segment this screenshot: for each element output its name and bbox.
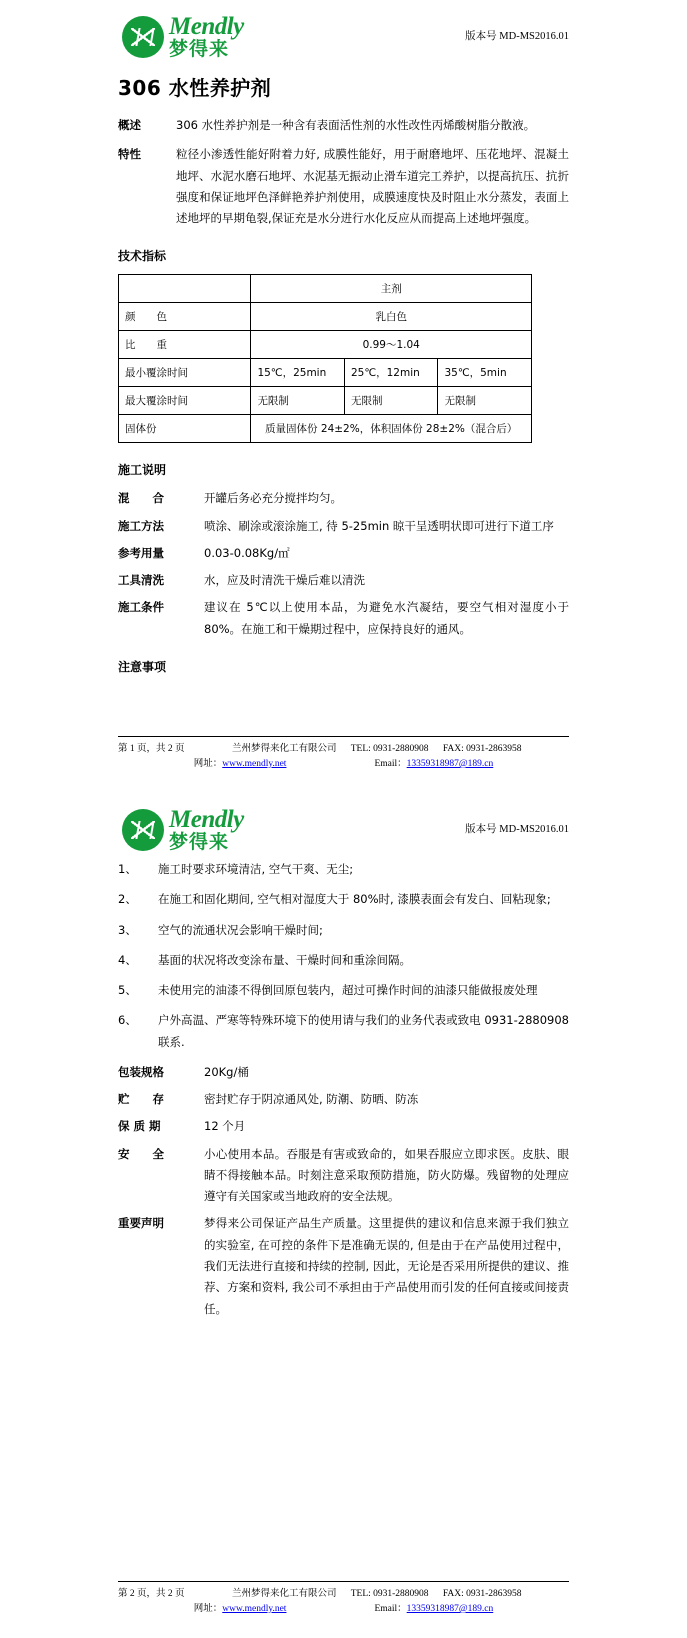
list-item: [118, 543, 569, 564]
note-text-3: 空气的流通状况会影响干燥时间;: [158, 922, 323, 937]
construction-label-conditions: 施工条件: [118, 600, 164, 615]
list-item: [118, 920, 569, 941]
footer-fax-1: FAX: 0931-2863958: [442, 744, 522, 754]
row-label-solids: 固体份: [119, 415, 251, 443]
construction-text-conditions: 建议在 5℃以上使用本品，为避免水汽凝结，要空气相对湿度小于 80%。在施工和干燥期过程中，应保持良好的通风。: [204, 600, 569, 636]
brand-logo-2: [122, 807, 244, 852]
tech-index-heading: 技术指标: [118, 249, 167, 264]
overview-text: 306 水性养护剂是一种含有表面活性剂的水性改性丙烯酸树脂分散液。: [176, 118, 536, 132]
spec-label-shelf-life: 保 质 期: [118, 1119, 161, 1134]
brand-logo: [122, 14, 244, 59]
note-number-5: 5、: [118, 983, 137, 998]
logo-name-en-2: Mendly: [169, 806, 244, 833]
note-text-6: 户外高温、严寒等特殊环境下的使用请与我们的业务代表或致电 0931-2880908 联系.: [158, 1013, 569, 1049]
logo-name-en: Mendly: [169, 13, 244, 40]
footer-web-link-2[interactable]: www.mendly.net: [222, 1604, 287, 1614]
construction-text-usage: 0.03-0.08Kg/㎡: [204, 545, 290, 560]
table-row: [119, 387, 532, 415]
note-number-6: 6、: [118, 1013, 137, 1028]
construction-label-method: 施工方法: [118, 518, 164, 533]
construction-label-cleaning: 工具清洗: [118, 573, 164, 588]
list-item: [118, 516, 569, 537]
spec-text-storage: 密封贮存于阴凉通风处, 防潮、防晒、防冻: [204, 1092, 419, 1107]
note-text-2: 在施工和固化期间, 空气相对湿度大于 80%时, 漆膜表面会有发白、回粘现象;: [158, 892, 551, 907]
spec-text-shelf-life: 12 个月: [204, 1119, 246, 1134]
table-row: [119, 415, 532, 443]
row-value-max-recoat-2: 无限制: [344, 387, 438, 415]
construction-list: [118, 488, 569, 640]
row-value-min-recoat-2: 25℃，12min: [344, 359, 438, 387]
table-header-main: 主剂: [251, 275, 532, 303]
list-item: [118, 889, 569, 910]
list-item: [118, 597, 569, 640]
table-header-blank: [119, 275, 251, 303]
logo-text-2: [169, 807, 244, 852]
page1-footer: [118, 736, 569, 769]
table-row: [119, 331, 532, 359]
footer-email-link-1[interactable]: 13359318987@189.cn: [406, 759, 494, 769]
list-item: [118, 980, 569, 1001]
row-value-density: 0.99～1.04: [251, 331, 532, 359]
version-label-2: 版本号 MD-MS2016.01: [465, 824, 569, 835]
note-text-1: 施工时要求环境清洁, 空气干爽、无尘;: [158, 862, 354, 876]
spec-text-statement: 梦得来公司保证产品生产质量。这里提供的建议和信息来源于我们独立的实验室, 在可控的条件下是准确无误的, 但是由于在产品使用过程中，我们无法进行直接和持续的控制, 因此，无论是否采用所提供的建议、推荐、方案和资料, 我公司不承担由于产品使用而引发的任何直接或间接责任。: [204, 1216, 569, 1316]
list-item: [118, 1116, 569, 1137]
footer-web-label-1: 网址：: [193, 759, 223, 769]
page-header: [0, 0, 687, 62]
construction-text-method: 喷涂、刷涂或滚涂施工, 待 5-25min 晾干呈透明状即可进行下道工序: [204, 518, 554, 533]
logo-name-cn-2: 梦得来: [169, 831, 230, 853]
page2-header: [0, 793, 687, 855]
spec-label-safety: 安 全: [118, 1146, 164, 1161]
footer-email-label-2: Email：: [374, 1604, 407, 1614]
page-title: 306 水性养护剂: [118, 76, 272, 100]
note-number-2: 2、: [118, 892, 137, 907]
list-item: [118, 1089, 569, 1110]
row-value-min-recoat-1: 15℃，25min: [251, 359, 345, 387]
page-number-2: 第 2 页，共 2 页: [118, 1589, 185, 1599]
row-value-max-recoat-3: 无限制: [438, 387, 532, 415]
version-label: 版本号 MD-MS2016.01: [465, 31, 569, 42]
table-row: [119, 275, 532, 303]
list-item: [118, 1062, 569, 1083]
footer-tel-2: TEL: 0931-2880908: [350, 1589, 429, 1599]
construction-label-usage: 参考用量: [118, 545, 164, 560]
construction-label-mix: 混 合: [118, 491, 164, 506]
list-item: [118, 1010, 569, 1053]
list-item: [118, 570, 569, 591]
spec-label-storage: 贮 存: [118, 1092, 164, 1107]
logo-name-cn: 梦得来: [169, 38, 230, 60]
row-value-solids: 质量固体份 24±2%，体积固体份 28±2%（混合后）: [251, 415, 532, 443]
footer-company-1: 兰州梦得来化工有限公司: [231, 744, 337, 754]
footer-email-link-2[interactable]: 13359318987@189.cn: [406, 1604, 494, 1614]
note-number-1: 1、: [118, 862, 137, 876]
note-text-4: 基面的状况将改变涂布量、干燥时间和重涂间隔。: [158, 952, 411, 967]
notice-heading: 注意事项: [118, 659, 167, 674]
spec-table: [118, 274, 532, 443]
row-label-min-recoat: 最小覆涂时间: [119, 359, 251, 387]
row-label-color: 颜 色: [119, 303, 251, 331]
note-text-5: 未使用完的油漆不得倒回原包装内，超过可操作时间的油漆只能做报废处理: [158, 983, 538, 998]
notes-list: [118, 859, 569, 1053]
row-label-max-recoat: 最大覆涂时间: [119, 387, 251, 415]
feature-label: 特性: [118, 147, 141, 162]
page2-content: [0, 859, 687, 1320]
footer-company-2: 兰州梦得来化工有限公司: [231, 1589, 337, 1599]
list-item: [118, 488, 569, 509]
page-number-1: 第 1 页，共 2 页: [118, 744, 185, 754]
document-page-2: [0, 793, 687, 1638]
document-page-1: [0, 0, 687, 793]
spec-text-packaging: 20Kg/桶: [204, 1064, 249, 1079]
list-item: [118, 1213, 569, 1319]
construction-text-mix: 开罐后务必充分搅拌均匀。: [204, 491, 342, 506]
row-value-color: 乳白色: [251, 303, 532, 331]
page1-content: [0, 72, 687, 675]
overview-label: 概述: [118, 118, 141, 132]
spec-text-safety: 小心使用本品。吞服是有害或致命的，如果吞服应立即求医。皮肤、眼睛不得接触本品。时刻注意采取预防措施，防火防爆。残留物的处理应遵守有关国家或当地政府的安全法规。: [204, 1146, 569, 1204]
construction-text-cleaning: 水，应及时清洗干燥后难以清洗: [204, 573, 365, 588]
list-item: [118, 1144, 569, 1208]
logo-mark-icon: [122, 16, 164, 58]
feature-text: 粒径小渗透性能好附着力好, 成膜性能好，用于耐磨地坪、压花地坪、混凝土地坪、水泥水磨石地坪、水泥基无振动止滑车道完工养护，以提高抗压、抗折强度和保证地坪色泽鲜艳养护剂使用，成膜速度快及时阻止水分蒸发，表面上述地坪的早期龟裂,保证充是水分进行水化反应从而提高上述地坪强度。: [176, 147, 569, 226]
feature-row: [118, 144, 569, 229]
spec-label-statement: 重要声明: [118, 1216, 164, 1231]
note-number-3: 3、: [118, 922, 137, 937]
table-row: [119, 359, 532, 387]
spec-list: [118, 1062, 569, 1320]
footer-email-label-1: Email：: [374, 759, 407, 769]
footer-web-link-1[interactable]: www.mendly.net: [222, 759, 287, 769]
footer-tel-1: TEL: 0931-2880908: [350, 744, 429, 754]
overview-row: [118, 115, 569, 136]
row-value-min-recoat-3: 35℃，5min: [438, 359, 532, 387]
logo-mark-icon: [122, 809, 164, 851]
logo-text: [169, 14, 244, 59]
construction-heading: 施工说明: [118, 463, 167, 478]
page2-footer: [118, 1581, 569, 1614]
table-row: [119, 303, 532, 331]
spec-label-packaging: 包装规格: [118, 1064, 164, 1079]
row-value-max-recoat-1: 无限制: [251, 387, 345, 415]
list-item: [118, 859, 569, 880]
note-number-4: 4、: [118, 952, 137, 967]
footer-fax-2: FAX: 0931-2863958: [442, 1589, 522, 1599]
list-item: [118, 950, 569, 971]
footer-web-label-2: 网址：: [193, 1604, 223, 1614]
row-label-density: 比 重: [119, 331, 251, 359]
